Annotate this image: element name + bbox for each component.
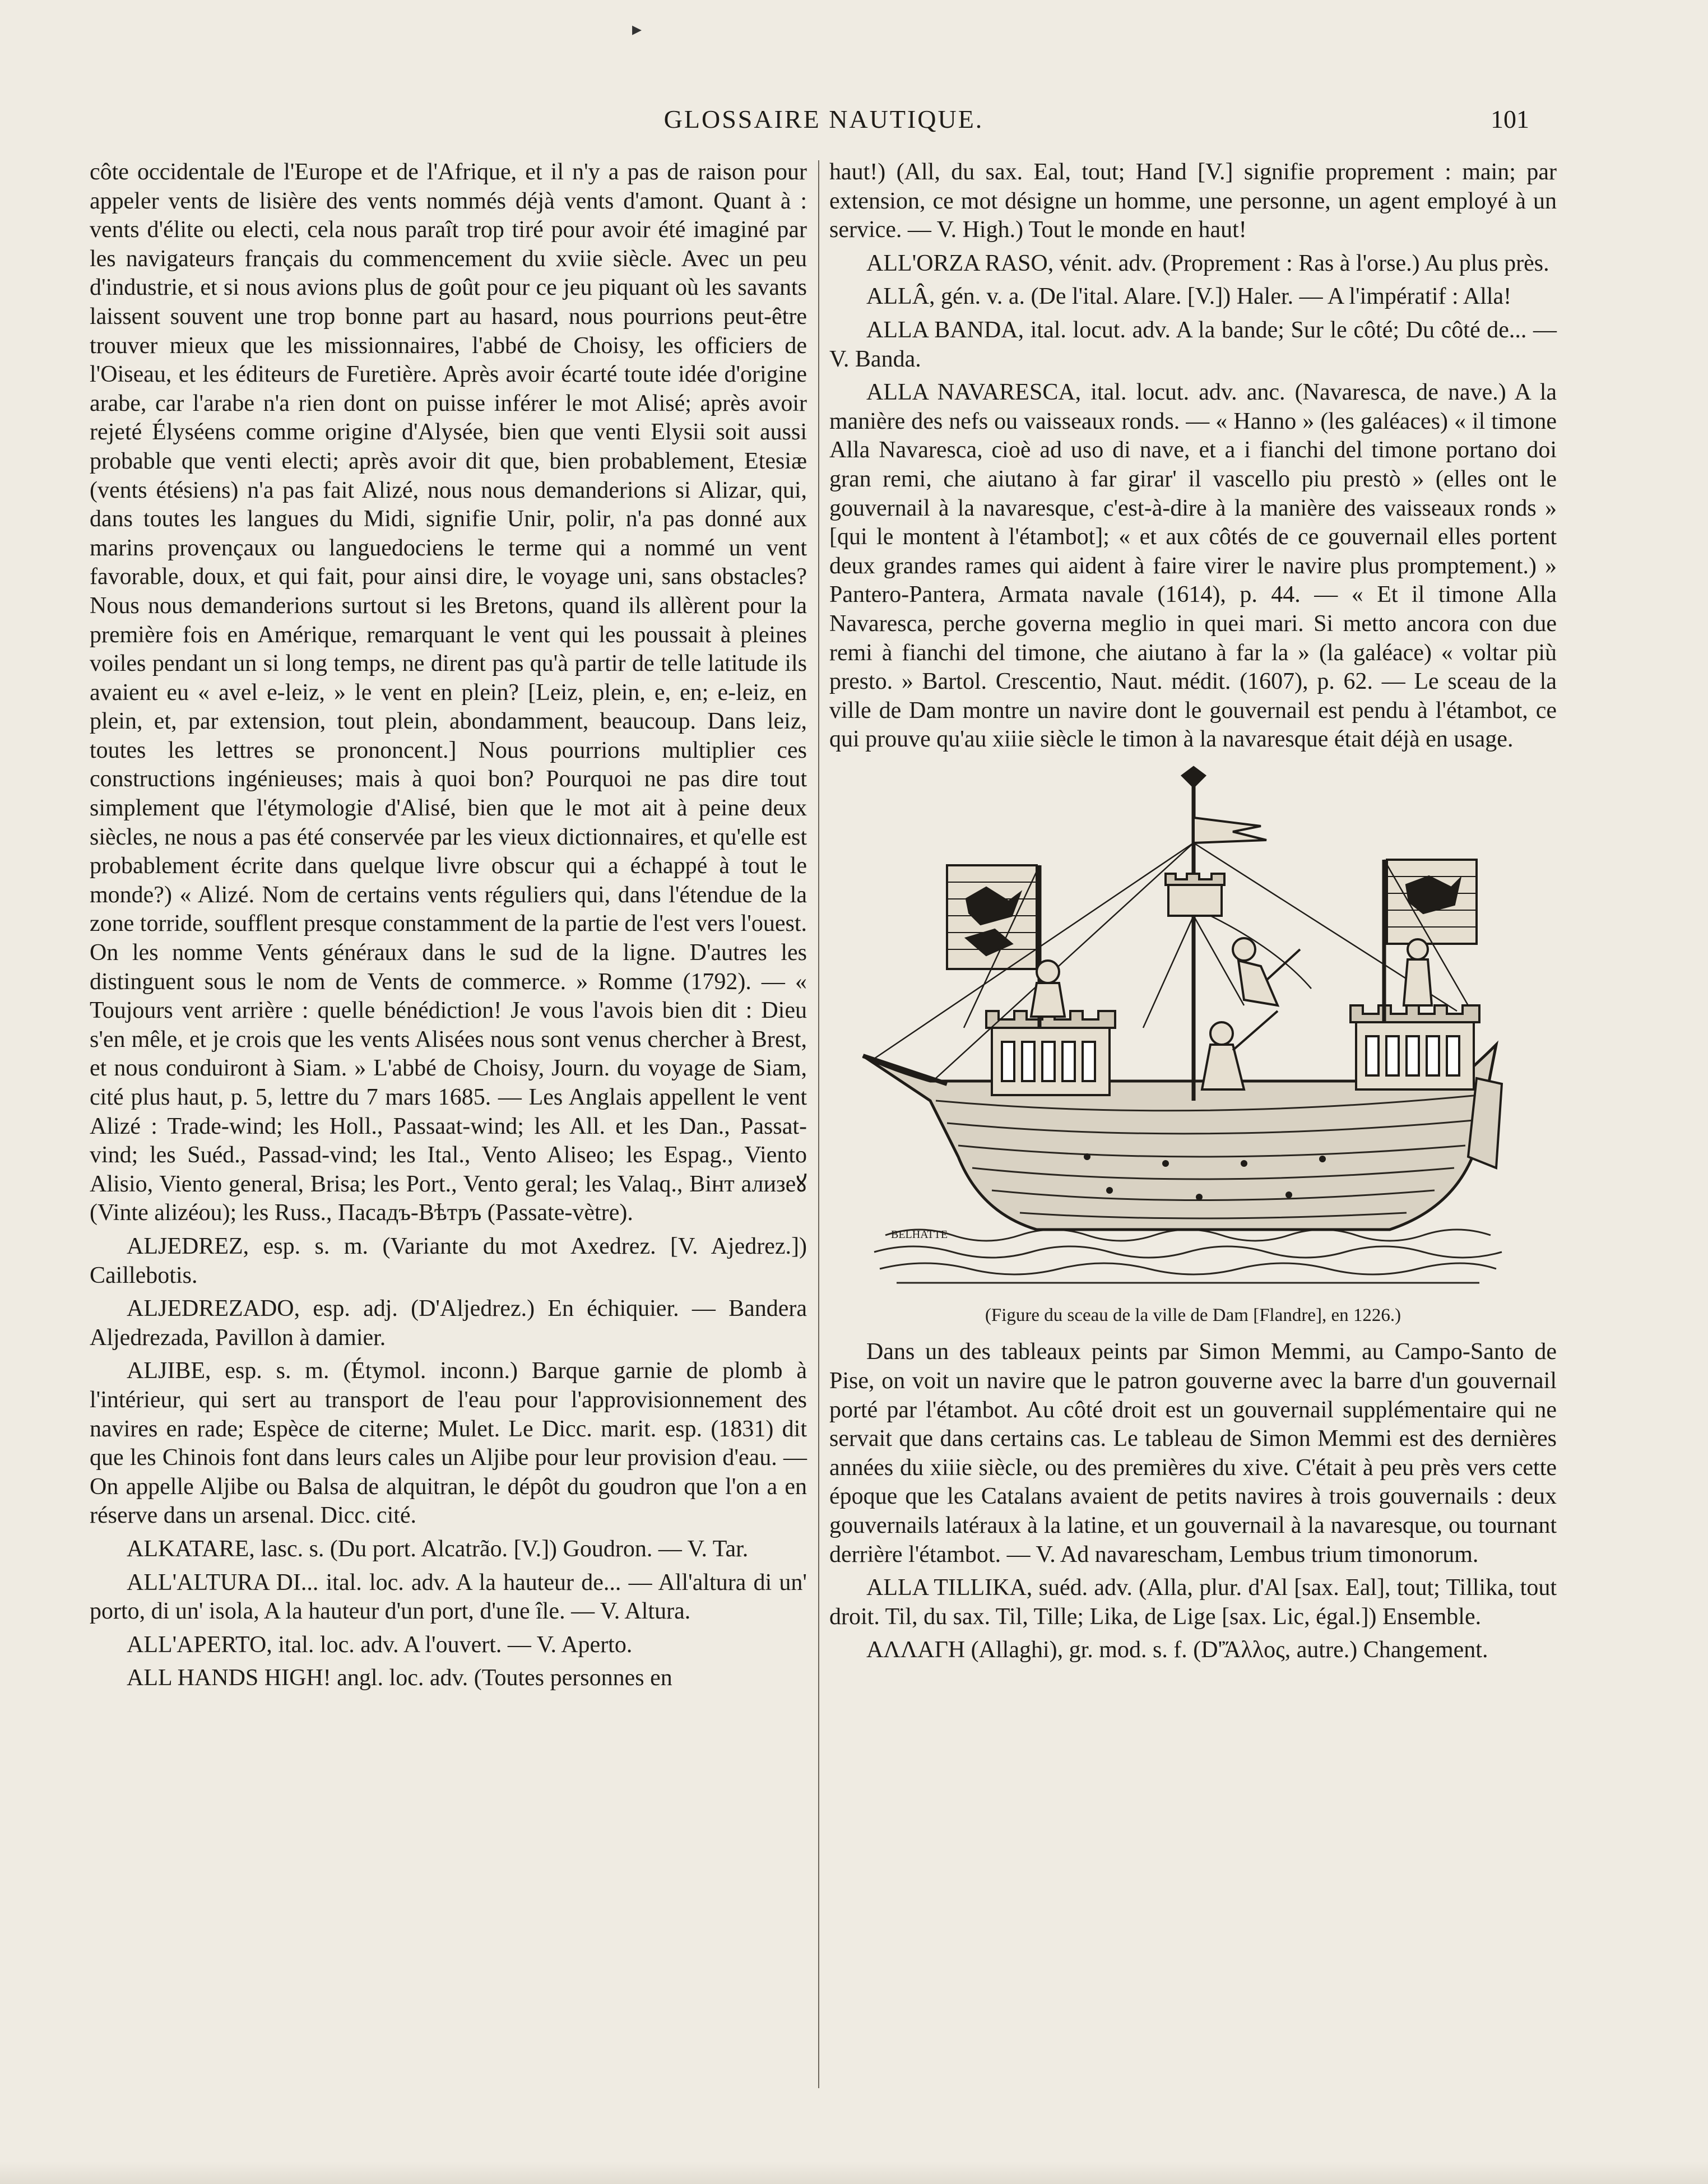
entry-all-hands-high: ALL HANDS HIGH! angl. loc. adv. (Toutes personnes en (127, 1665, 672, 1691)
entry-alla-tillika: ALLA TILLIKA, suéd. adv. (Alla, plur. d'Al [sax. Eal], tout; Tillika, tout droit. Til, du sax. Til, Tille; Lika, de Lige [sax. Lic, égal.]) Ensemble. (829, 1575, 1557, 1630)
aft-banner (1387, 860, 1477, 944)
page-number: 101 (1491, 105, 1529, 133)
entry-alla-banda: ALLA BANDA, ital. locut. adv. A la bande; Sur le côté; Du côté de... — V. Banda. (829, 317, 1557, 372)
pennant (1194, 818, 1266, 843)
column-rule (818, 160, 819, 2088)
left-column (90, 158, 807, 1693)
ship-engraving (852, 764, 1524, 1297)
after-castle (1350, 1005, 1479, 1089)
fore-castle (986, 1011, 1115, 1095)
sea-waves (874, 1230, 1502, 1283)
entry-alkatare: ALKATARE, lasc. s. (Du port. Alcatrão. [V.]) Goudron. — V. Tar. (127, 1536, 749, 1562)
seal-figure (829, 764, 1557, 1330)
entry-allaperto: ALL'APERTO, ital. loc. adv. A l'ouvert. — V. Aperto. (127, 1631, 633, 1658)
running-head-title: GLOSSAIRE NAUTIQUE. (663, 105, 984, 133)
entry-allagi: ΑΛΛΑΓΗ (Allaghi), gr. mod. s. f. (D'Ἄλλος, autre.) Changement. (866, 1637, 1488, 1663)
alize-continuation: côte occidentale de l'Europe et de l'Afrique, et il n'y a pas de raison pour appeler vents de lisière des vents nommés déjà vents d'amont. Quant à : vents d'élite ou electi, cela nous paraît trop tiré pour avoir été imaginé par les navigateurs français du commencement du xviie siècle. Avec un peu d'industrie, et si nous avions plus de goût pour ce jeu piquant où les savants laissent souvent une trop bonne part au hasard, nous pourrions peut-être trouver mieux que les missionnaires, l'abbé de Choisy, les officiers de l'Oiseau, et les éditeurs de Furetière. Après avoir écarté toute idée d'origine arabe, car l'arabe n'a rien dont on puisse inférer le mot Alisé; après avoir rejeté Élyséens comme origine d'Alysée, bien que venti Elysii soit aussi probable que venti electi; après avoir dit que, bien probablement, Etesiæ (vents étésiens) n'a pas fait Alizé, nous nous demanderions si Alizar, qui, dans toutes les langues du Midi, signifie Unir, polir, n'a pas donné aux marins provençaux ou languedociens le terme qui a nommé un vent favorable, doux, et qui fait, pour ainsi dire, le voyage uni, sans obstacles? Nous nous demanderions surtout si les Bretons, quand ils allèrent pour la première fois en Amérique, remarquant le vent qui les poussait à pleines voiles pendant un si long temps, ne dirent pas qu'à partir de telle latitude ils avaient eu « avel e-leiz, » le vent en plein? [Leiz, plein, e, en; e-leiz, en plein, et, par extension, tout plein, abondamment, beaucoup. Dans leiz, toutes les lettres se prononcent.] Nous pourrions multiplier ces constructions ingénieuses; mais à quoi bon? Pourquoi ne pas dire tout simplement que l'étymologie d'Alisé, bien que le mot ait à peine deux siècles, ne nous a pas été conservée par les vieux dictionnaires, et qu'elle est probablement écrite dans quelque livre obscur qui a échappé à tout le monde?) « Alizé. Nom de certains vents réguliers qui, dans l'étendue de la zone torride, soufflent presque constamment de la partie de l'est vers l'ouest. On les nomme Vents généraux dans le sud de la ligne. D'autres les distinguent sous le nom de Vents de commerce. » Romme (1792). — « Toujours vent arrière : quelle bénédiction! Je vous l'avois bien dit : Dieu s'en mêle, et je crois que les vents Alisées nous sont venus chercher à Brest, et nous conduiront à Siam. » L'abbé de Choisy, Journ. du voyage de Siam, cité plus haut, p. 5, lettre du 7 mars 1685. — Les Anglais appellent le vent Alizé : Trade-wind; les Holl., Passaat-wind; les All. et les Dan., Passat-vind; les Suéd., Passad-vind; les Ital., Vento Aliseo; les Espag., Viento Alisio, Viento general, Brisa; les Port., Vento geral; les Valaq., Вінт ализеꙋ (Vinte alizéou); les Russ., Пасадъ-Вѣтръ (Passate-vètre). (90, 159, 807, 1226)
fore-banner (947, 865, 1037, 969)
entry-aljedrezado: ALJEDREZADO, esp. adj. (D'Aljedrez.) En échiquier. — Bandera Aljedrezada, Pavillon à damier. (90, 1296, 807, 1351)
entry-aljedrez: ALJEDREZ, esp. s. m. (Variante du mot Axedrez. [V. Ajedrez.]) Caillebotis. (90, 1233, 807, 1288)
all-hands-continuation: haut!) (All, du sax. Eal, tout; Hand [V.] signifie proprement : main; par extension, ce mot désigne un homme, une personne, un agent employé à un service. — V. High.) Tout le monde en haut! (829, 159, 1557, 243)
entry-alla: ALLÂ, gén. v. a. (De l'ital. Alare. [V.]) Haler. — A l'impératif : Alla! (866, 284, 1512, 310)
page-bottom-edge (0, 2162, 1708, 2184)
entry-allorza-raso: ALL'ORZA RASO, vénit. adv. (Proprement : Ras à l'orse.) Au plus près. (866, 250, 1549, 276)
entry-allaltura: ALL'ALTURA DI... ital. loc. adv. A la hauteur de... — All'altura di un' porto, di un' isola, A la hauteur d'un port, d'une île. — V. Altura. (90, 1569, 807, 1625)
stray-ink-mark: ▸ (632, 19, 642, 40)
right-column (829, 158, 1557, 1665)
entry-alla-navaresca: ALLA NAVARESCA, ital. locut. adv. anc. (Navaresca, de nave.) A la manière des nefs ou vaisseaux ronds. — « Hanno » (les galéaces) « il timone Alla Navaresca, cioè ad uso di nave, et a i fianchi del timone portano doi gran remi, che aiutano à far girar' il vascello piu prestò » (elles ont le gouvernail à la navaresque, c'est-à-dire à la manière des vaisseaux ronds » [qui le montent à l'étambot]; « et aux côtés de ce gouvernail elles portent deux grandes rames qui aident à faire virer le navire plus promptement.) » Pantero-Pantera, Armata navale (1614), p. 44. — « Et il timone Alla Navaresca, perche governa meglio in quei mari. Si metto ancora con due remi à fianchi del timone, che aiutano à far la » (la galéace) « voltar più presto. » Bartol. Crescentio, Naut. médit. (1607), p. 62. — Le sceau de la ville de Dam montre un navire dont le gouvernail est pendu à l'étambot, ce qui prouve qu'au xiiie siècle le timon à la navaresque était déjà en usage. (829, 379, 1557, 753)
entry-aljibe: ALJIBE, esp. s. m. (Étymol. inconn.) Barque garnie de plomb à l'intérieur, qui sert au transport de l'eau pour l'approvisionnement des navires en rade; Espèce de citerne; Mulet. Le Dicc. marit. esp. (1831) dit que les Chinois font dans leurs cales un Aljibe pour leur provision d'eau. — On appelle Aljibe ou Balsa de alquitran, le dépôt du goudron que l'on a en réserve dans un arsenal. Dicc. cité. (90, 1358, 807, 1529)
engraver-signature: BELHATTE (891, 1228, 948, 1241)
figure-caption: (Figure du sceau de la ville de Dam [Flandre], en 1226.) (985, 1305, 1401, 1325)
memmi-paragraph: Dans un des tableaux peints par Simon Memmi, au Campo-Santo de Pise, on voit un navire que le patron gouverne avec la barre d'un gouvernail porté par l'étambot. Au côté droit est un gouvernail supplémentaire qui ne servait que dans certains cas. Le tableau de Simon Memmi est des dernières années du xiiie siècle, ou des premières du xive. C'était à peu près vers cette époque que les Catalans avaient de petits navires à trois gouvernails : deux gouvernails latéraux à la latine, et un gouvernail à la navaresque, ou tournant derrière l'étambot. — V. Ad navarescham, Lembus trium timonorum. (829, 1339, 1557, 1568)
